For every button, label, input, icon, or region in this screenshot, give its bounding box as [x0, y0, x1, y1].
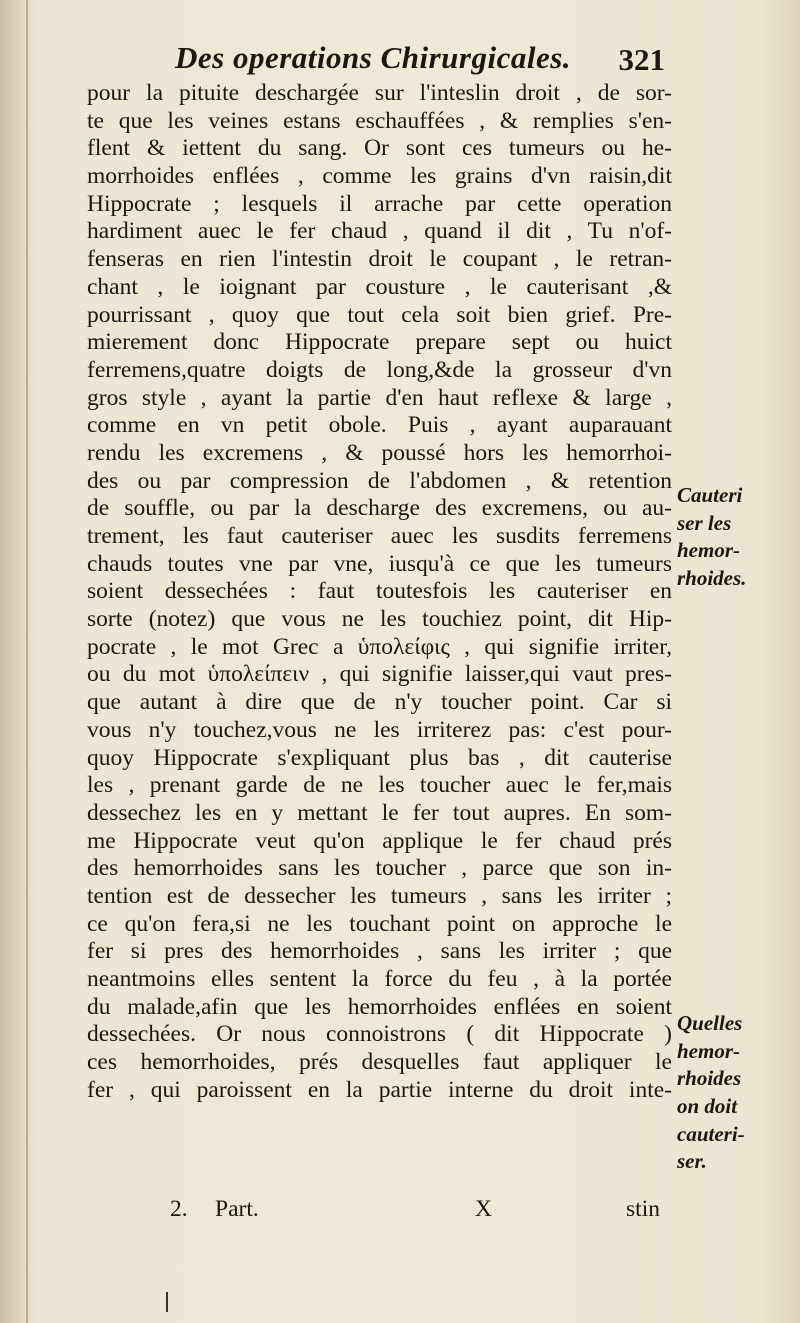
page-number: 321: [618, 42, 665, 77]
margin-note-line: Quelles: [677, 1011, 743, 1035]
text-line: ce qu'on fera,si ne les touchant point on approche le: [87, 910, 672, 937]
margin-note-line: hemor-: [677, 538, 740, 563]
margin-note-quelles-hemorrhoides: [677, 1010, 792, 1176]
text-line: que autant à dire que de n'y toucher point. Car si: [87, 689, 672, 716]
page-gutter: [0, 0, 28, 1323]
text-line: ferremens,quatre doigts de long,&de la grosseur d'vn: [87, 356, 672, 383]
text-line: quoy Hippocrate s'expliquant plus bas , dit cauterise: [87, 744, 672, 771]
text-line: pocrate , le mot Grec a ὑπολείφις , qui signifie irriter,: [87, 633, 672, 660]
text-line: chauds toutes vne par vne, iusqu'à ce que les tumeurs: [87, 550, 672, 577]
text-line: me Hippocrate veut qu'on applique le fer chaud prés: [87, 827, 672, 854]
margin-note-line: rhoides: [677, 1066, 742, 1091]
text-line: hardiment auec le fer chaud , quand il dit , Tu n'of-: [87, 218, 672, 245]
text-line: trement, les faut cauteriser auec les susdits ferremens: [87, 523, 672, 549]
running-head: [175, 40, 665, 84]
margin-note-line: cauteri-: [677, 1121, 745, 1146]
text-line: flent & iettent du sang. Or sont ces tumeurs ou he-: [87, 135, 672, 162]
part-label: Part.: [215, 1196, 259, 1222]
text-line: chant , le ioignant par cousture , le cauterisant ,&: [87, 273, 672, 300]
margin-note-line: on doit: [677, 1094, 738, 1119]
ink-mark: [166, 1292, 168, 1312]
text-line: des hemorrhoides sans les toucher , parce que son in-: [87, 855, 672, 882]
text-line: ou du mot ὑπολείπειν , qui signifie laisser,qui vaut pres-: [87, 661, 672, 688]
text-line: mierement donc Hippocrate prepare sept ou huict: [87, 329, 672, 356]
signature-mark: 2.: [170, 1196, 188, 1222]
text-line: soient dessechées : faut toutesfois les cauteriser en: [87, 578, 672, 605]
text-line: fer si pres des hemorrhoides , sans les irriter ; que: [87, 938, 672, 965]
text-line: fer , qui paroissent en la partie interne du droit inte-: [87, 1076, 672, 1103]
text-line: des ou par compression de l'abdomen , & retention: [87, 467, 672, 494]
text-line: sorte (notez) que vous ne les touchiez point, dit Hip-: [87, 606, 672, 633]
text-line: neantmoins elles sentent la force du feu , à la portée: [87, 966, 672, 992]
text-line: les , prenant garde de ne les toucher auec le fer,mais: [87, 772, 672, 799]
text-line: gros style , ayant la partie d'en haut reflexe & large ,: [87, 384, 672, 411]
text-line: du malade,afin que les hemorrhoides enflées en soient: [87, 993, 672, 1020]
text-line: Hippocrate ; lesquels il arrache par cette operation: [87, 190, 672, 217]
text-line: pourrissant , quoy que tout cela soit bien grief. Pre-: [87, 301, 672, 328]
gathering-letter: X: [475, 1196, 492, 1222]
text-line: dessechées. Or nous connoistrons ( dit Hippocrate ): [87, 1021, 672, 1048]
text-line: de souffle, ou par la descharge des excremens, ou au-: [87, 495, 672, 522]
margin-note-line: ser les: [677, 510, 732, 535]
running-head-title: Des operations Chirurgicales.: [175, 40, 572, 75]
text-line: pour la pituite deschargée sur l'inteslin droit , de sor-: [87, 80, 672, 106]
text-line: ces hemorrhoides, prés desquelles faut appliquer le: [87, 1049, 672, 1076]
text-line: comme en vn petit obole. Puis , ayant auparauant: [87, 412, 672, 439]
margin-note-line: Cauteri: [677, 483, 743, 507]
body-text: [87, 80, 672, 1104]
catchword: stin: [626, 1196, 660, 1222]
text-line: te que les veines estans eschauffées , & remplies s'en-: [87, 107, 672, 134]
page-footer: [170, 1196, 660, 1226]
text-line: rendu les excremens , & poussé hors les hemorrhoi-: [87, 439, 672, 466]
text-line: morrhoides enflées , comme les grains d'vn raisin,dit: [87, 163, 672, 190]
margin-note-cauteriser: [677, 482, 792, 593]
margin-note-line: hemor-: [677, 1038, 740, 1063]
text-line: vous n'y touchez,vous ne les irriterez pas: c'est pour-: [87, 716, 672, 743]
text-line: fenseras en rien l'intestin droit le coupant , le retran-: [87, 246, 672, 273]
text-line: tention est de dessecher les tumeurs , sans les irriter ;: [87, 882, 672, 909]
margin-note-line: rhoides.: [677, 566, 747, 591]
text-line: dessechez les en y mettant le fer tout aupres. En som-: [87, 799, 672, 826]
margin-note-line: ser.: [677, 1149, 707, 1174]
